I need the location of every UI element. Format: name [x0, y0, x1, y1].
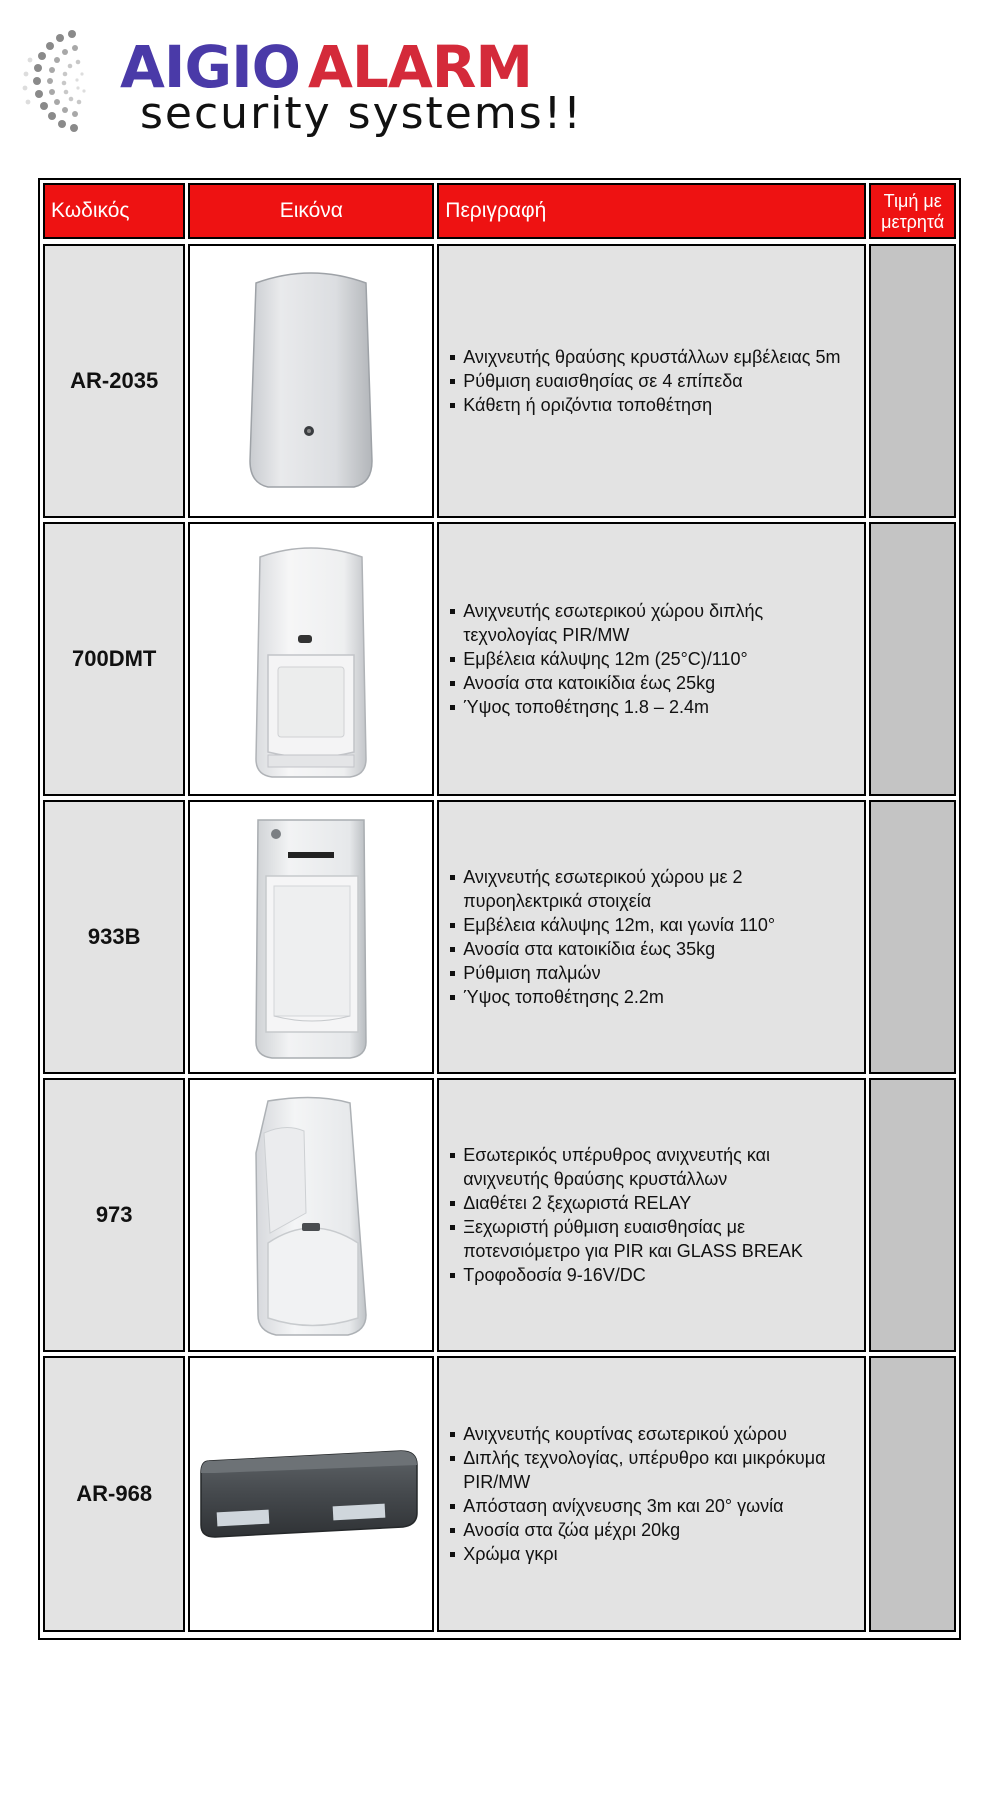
- feature-item: Ύψος τοποθέτησης 2.2m: [449, 985, 856, 1009]
- product-price: [869, 522, 956, 796]
- header-code: Κωδικός: [43, 183, 185, 239]
- feature-item: Διπλής τεχνολογίας, υπέρυθρο και μικρόκυμα PIR/MW: [449, 1446, 856, 1494]
- product-image: [188, 800, 434, 1074]
- product-image: [188, 1356, 434, 1632]
- product-code: AR-2035: [43, 244, 185, 518]
- product-description: [437, 1078, 866, 1352]
- feature-item: Κάθετη ή οριζόντια τοποθέτηση: [449, 393, 840, 417]
- table-row: [43, 1078, 956, 1352]
- feature-item: Ανιχνευτής θραύσης κρυστάλλων εμβέλειας 5m: [449, 345, 840, 369]
- product-description: [437, 800, 866, 1074]
- product-price: [869, 1356, 956, 1632]
- product-price: [869, 244, 956, 518]
- product-code: 933B: [43, 800, 185, 1074]
- feature-list: [449, 1422, 856, 1566]
- feature-item: Ανιχνευτής κουρτίνας εσωτερικού χώρου: [449, 1422, 856, 1446]
- pir-motion-detector-icon: [246, 812, 376, 1062]
- feature-list: [449, 599, 856, 719]
- table-row: [43, 800, 956, 1074]
- header-price: Τιμή με μετρητά: [869, 183, 956, 239]
- product-table: [38, 178, 961, 1640]
- company-logo: [20, 24, 583, 144]
- glass-break-detector-icon: [236, 261, 386, 501]
- feature-item: Ύψος τοποθέτησης 1.8 – 2.4m: [449, 695, 856, 719]
- table-header-row: [43, 183, 956, 239]
- brand-name-part1: AIGIO: [120, 33, 300, 101]
- feature-item: Ρύθμιση παλμών: [449, 961, 856, 985]
- product-image: [188, 244, 434, 518]
- feature-item: Ανιχνευτής εσωτερικού χώρου με 2 πυροηλεκτρικά στοιχεία: [449, 865, 856, 913]
- product-code: 973: [43, 1078, 185, 1352]
- feature-item: Ανοσία στα κατοικίδια έως 35kg: [449, 937, 856, 961]
- product-code: 700DMT: [43, 522, 185, 796]
- feature-item: Ανοσία στα ζώα μέχρι 20kg: [449, 1518, 856, 1542]
- feature-item: Διαθέτει 2 ξεχωριστά RELAY: [449, 1191, 856, 1215]
- feature-list: [449, 1143, 856, 1287]
- product-price: [869, 800, 956, 1074]
- product-image: [188, 1078, 434, 1352]
- curtain-detector-icon: [195, 1439, 427, 1549]
- product-description: [437, 1356, 866, 1632]
- feature-list: [449, 865, 856, 1009]
- pir-glassbreak-detector-icon: [246, 1093, 376, 1338]
- feature-item: Απόσταση ανίχνευσης 3m και 20° γωνία: [449, 1494, 856, 1518]
- header-image: Εικόνα: [188, 183, 434, 239]
- product-description: [437, 244, 866, 518]
- product-price: [869, 1078, 956, 1352]
- feature-item: Εσωτερικός υπέρυθρος ανιχνευτής και ανιχνευτής θραύσης κρυστάλλων: [449, 1143, 856, 1191]
- feature-item: Χρώμα γκρι: [449, 1542, 856, 1566]
- logo-dots-icon: [20, 24, 120, 144]
- feature-item: Εμβέλεια κάλυψης 12m, και γωνία 110°: [449, 913, 856, 937]
- product-description: [437, 522, 866, 796]
- feature-list: [449, 345, 840, 417]
- feature-item: Ανοσία στα κατοικίδια έως 25kg: [449, 671, 856, 695]
- feature-item: Ξεχωριστή ρύθμιση ευαισθησίας με ποτενσιόμετρο για PIR και GLASS BREAK: [449, 1215, 856, 1263]
- dual-tech-motion-detector-icon: [246, 537, 376, 782]
- feature-item: Εμβέλεια κάλυψης 12m (25°C)/110°: [449, 647, 856, 671]
- table-row: [43, 244, 956, 518]
- feature-item: Τροφοδοσία 9-16V/DC: [449, 1263, 856, 1287]
- product-image: [188, 522, 434, 796]
- brand-tagline: security systems!!: [140, 88, 583, 139]
- header-description: Περιγραφή: [437, 183, 866, 239]
- product-code: AR-968: [43, 1356, 185, 1632]
- table-row: [43, 522, 956, 796]
- feature-item: Ρύθμιση ευαισθησίας σε 4 επίπεδα: [449, 369, 840, 393]
- table-row: [43, 1356, 956, 1632]
- feature-item: Ανιχνευτής εσωτερικού χώρου διπλής τεχνολογίας PIR/MW: [449, 599, 856, 647]
- brand-name-part2: ALARM: [307, 33, 533, 101]
